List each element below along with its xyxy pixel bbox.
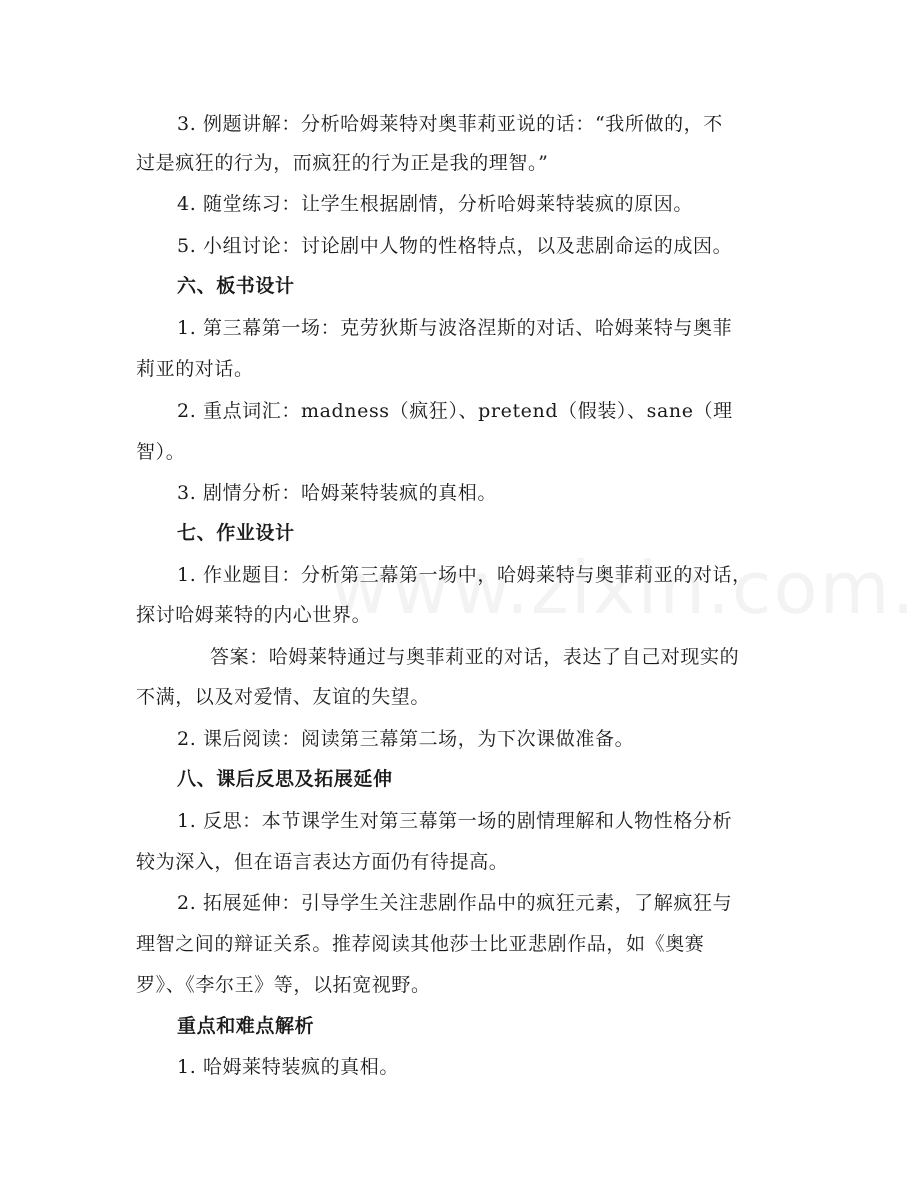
paragraph-line: 1. 作业题目：分析第三幕第一场中，哈姆莱特与奥菲莉亚的对话，	[177, 564, 752, 586]
paragraph-line: 3. 剧情分析：哈姆莱特装疯的真相。	[177, 482, 497, 504]
paragraph-line: 理智之间的辩证关系。推荐阅读其他莎士比亚悲剧作品，如《奥赛	[136, 933, 705, 955]
answer-line: 不满，以及对爱情、友谊的失望。	[136, 686, 431, 708]
watermark	[330, 548, 920, 628]
paragraph-line: 探讨哈姆莱特的内心世界。	[136, 604, 372, 626]
paragraph-line: 2. 拓展延伸：引导学生关注悲剧作品中的疯狂元素，了解疯狂与	[177, 892, 733, 914]
paragraph-line: 2. 重点词汇：madness（疯狂）、pretend（假装）、sane（理	[177, 400, 733, 422]
paragraph-line: 2. 课后阅读：阅读第三幕第二场，为下次课做准备。	[177, 728, 635, 750]
paragraph-line: 过是疯狂的行为，而疯狂的行为正是我的理智。”	[136, 152, 549, 174]
answer-line: 答案：哈姆莱特通过与奥菲莉亚的对话，表达了自己对现实的	[210, 646, 740, 668]
paragraph-line: 4. 随堂练习：让学生根据剧情，分析哈姆莱特装疯的原因。	[177, 193, 693, 215]
paragraph-line: 5. 小组讨论：讨论剧中人物的性格特点，以及悲剧命运的成因。	[177, 235, 733, 257]
paragraph-line: 1. 哈姆莱特装疯的真相。	[177, 1056, 399, 1078]
section-heading: 重点和难点解析	[177, 1015, 315, 1037]
paragraph-line: 智）。	[136, 441, 186, 463]
paragraph-line: 1. 第三幕第一场：克劳狄斯与波洛涅斯的对话、哈姆莱特与奥菲	[177, 317, 733, 339]
paragraph-line: 3. 例题讲解：分析哈姆莱特对奥菲莉亚说的话：“我所做的，不	[177, 113, 723, 135]
paragraph-line: 1. 反思：本节课学生对第三幕第一场的剧情理解和人物性格分析	[177, 810, 733, 832]
paragraph-line: 莉亚的对话。	[136, 358, 254, 380]
paragraph-line: 罗》、《李尔王》等，以拓宽视野。	[136, 974, 431, 996]
section-heading: 八、课后反思及拓展延伸	[177, 768, 393, 790]
section-heading: 六、板书设计	[177, 275, 295, 297]
section-heading: 七、作业设计	[177, 522, 295, 544]
paragraph-line: 较为深入，但在语言表达方面仍有待提高。	[136, 851, 509, 873]
